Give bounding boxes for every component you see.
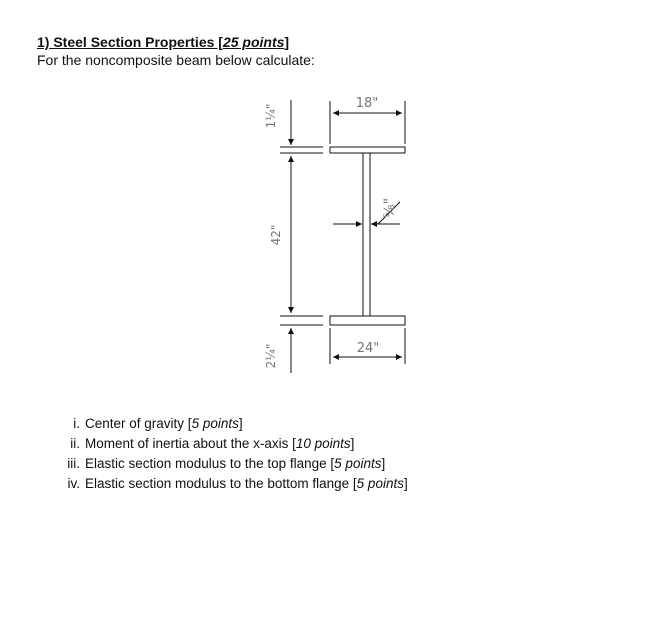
web-height-label: 42": [269, 224, 283, 246]
web: [363, 153, 370, 316]
problem-intro: For the noncomposite beam below calculate:: [37, 52, 315, 68]
extension-lines: [280, 147, 323, 325]
top-flange: [330, 147, 405, 153]
i-beam-section: [330, 147, 405, 325]
top-flange-width-label: 18": [355, 96, 379, 111]
top-flange-thickness-label: 1¼": [264, 103, 278, 129]
question-list: [50, 414, 408, 494]
bottom-flange-width-label: 24": [356, 341, 380, 356]
bottom-flange-thickness-label: 2¼": [264, 343, 278, 369]
question-item: ii. Moment of inertia about the x-axis [10 points]: [70, 436, 355, 451]
bottom-flange: [330, 316, 405, 325]
question-item: iii. Elastic section modulus to the top flange [5 points]: [67, 456, 386, 471]
problem-title: 1) Steel Section Properties [25 points]: [37, 34, 290, 50]
question-item: i. Center of gravity [5 points]: [73, 416, 243, 431]
question-item: iv. Elastic section modulus to the bottom flange [5 points]: [67, 476, 408, 491]
web-thickness-label: ⅝": [382, 197, 398, 218]
